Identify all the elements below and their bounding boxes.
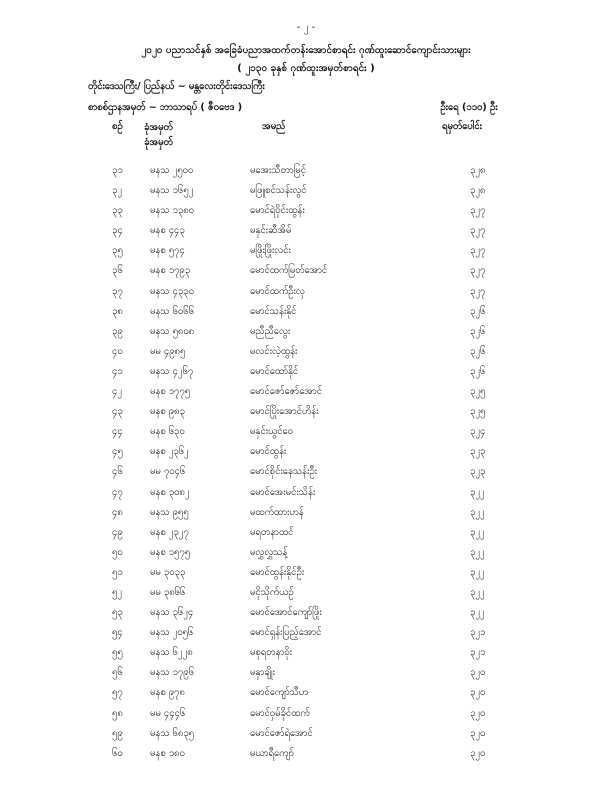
cell-no: ၅၁: [112, 566, 123, 578]
cell-marks: ၃၂၆: [470, 345, 486, 357]
cell-name: မနှင်းဆီအိမ်: [250, 225, 292, 237]
cell-no: ၄၈: [112, 506, 123, 518]
cell-roll: မနစ ၅၇၄: [150, 245, 185, 257]
cell-marks: ၃၂၈: [470, 165, 486, 176]
cell-roll: မနသ ၆၀၆၆: [150, 305, 194, 317]
table-row: [0, 283, 612, 303]
cell-no: ၃၆: [112, 265, 123, 277]
table-row: [0, 162, 612, 182]
cell-roll: မနသ ၉၅၅: [150, 506, 189, 518]
table-row: [0, 343, 612, 363]
cell-no: ၃၅: [112, 245, 123, 257]
table-row: [0, 644, 612, 664]
table-row: [0, 745, 612, 765]
cell-no: ၅၅: [112, 647, 123, 659]
table-row: [0, 383, 612, 403]
cell-no: ၃၄: [112, 225, 123, 237]
cell-marks: ၃၂၈: [470, 185, 486, 197]
cell-marks: ၃၂၀: [470, 727, 486, 739]
cell-marks: ၃၂၃: [470, 466, 486, 478]
cell-no: ၄၄: [112, 426, 123, 438]
cell-name: မောင်ဇော်ဇော်အောင်: [250, 386, 322, 398]
cell-marks: ၃၂၂: [470, 607, 485, 619]
cell-roll: မနသ ၂၅၀၀: [150, 165, 194, 176]
cell-marks: ၃၂၅: [470, 406, 486, 418]
cell-no: ၅၉: [112, 727, 123, 739]
cell-marks: ၃၂၂: [470, 486, 485, 498]
cell-no: ၅၆: [112, 667, 123, 679]
cell-roll: မနသ ၆၈၃၅: [150, 727, 195, 739]
cell-roll: မနသ ၁၆၅၂: [150, 185, 194, 197]
cell-name: မောင်စိုင်းနေသန်းဦး: [250, 466, 318, 478]
cell-name: မဖြူစင်သန်းလွင်: [250, 185, 307, 197]
cell-no: ၄၆: [112, 466, 123, 478]
cell-name: မောင်အောင်ကျော်ဖြိုး: [250, 607, 322, 619]
cell-name: မောင်ဇော်ရဲအောင်: [250, 727, 313, 739]
cell-marks: ၃၂၂: [470, 566, 485, 578]
cell-roll: မနစ ၁၇၉၃: [150, 265, 191, 277]
cell-marks: ၃၂၁: [470, 627, 486, 639]
cell-roll: မနသ ၄၂၆၇: [150, 365, 194, 377]
cell-name: မောင်ကျော်သီဟ: [250, 687, 309, 699]
results-table: [0, 162, 612, 765]
cell-marks: ၃၂၅: [470, 386, 486, 398]
cell-roll: မမ ၃၀၃၃: [150, 566, 186, 578]
cell-no: ၅၄: [112, 627, 123, 639]
cell-roll: မနသ ၁၇၉၆: [150, 667, 194, 679]
table-row: [0, 664, 612, 684]
cell-marks: ၃၂၄: [470, 426, 486, 438]
cell-marks: ၃၂၂: [470, 586, 485, 598]
cell-name: မဖြိုးဖြိုးလင်း: [250, 245, 291, 257]
cell-no: ၄၅: [112, 446, 123, 458]
cell-roll: မနစ ၁၅၇၅: [150, 546, 191, 558]
cell-name: မောင်ဝှမ်ခိုင်ထက်: [250, 707, 310, 719]
cell-name: မယာရီကျော်: [250, 747, 294, 759]
column-header-roll: [144, 120, 254, 150]
table-row: [0, 423, 612, 443]
cell-name: မောင်ရှန်းပြည့်အောင်: [250, 627, 322, 639]
cell-name: မညီညီလွေး: [250, 325, 291, 337]
cell-no: ၃၈: [112, 305, 123, 317]
subject-label: စာစစ်ဌာနအမှတ် ~ ဘာသာရပ် ( ဇီဝဗေဒ ): [88, 102, 243, 113]
cell-roll: မနစ ၄၄၃: [150, 225, 185, 237]
cell-no: ၃၁: [112, 165, 123, 176]
column-header-roll-line1: ခုံအမှတ်: [144, 122, 173, 133]
cell-no: ၄၃: [112, 406, 123, 418]
cell-roll: မနစ ၂၃၂၇: [150, 526, 189, 538]
cell-name: မောင်ထော်နိုင်: [250, 365, 299, 377]
cell-no: ၃၃: [112, 205, 123, 217]
cell-name: မောင်အေးမင်းသိန်း: [250, 486, 316, 498]
cell-name: မလွှလွှသန့်: [250, 546, 288, 558]
cell-marks: ၃၂၁: [470, 647, 486, 659]
cell-name: မောင်ထွန်းနိုင်ဦး: [250, 566, 305, 578]
cell-marks: ၃၂၀: [470, 707, 486, 719]
cell-roll: မနသ ၆၂၂၈: [150, 647, 193, 659]
cell-no: ၅၃: [112, 607, 123, 619]
cell-marks: ၃၂၇: [470, 265, 486, 277]
cell-name: မောင်ထွန်း: [250, 446, 287, 458]
cell-no: ၆၀: [112, 747, 123, 759]
table-row: [0, 624, 612, 644]
document-title: ၂၀၂၀ ပညာသင်နှစ် အခြေခံပညာအထက်တန်းအောင်စာရင်း ဂုဏ်ထူးဆောင်ကျောင်းသားများ: [141, 45, 471, 56]
table-row: [0, 323, 612, 343]
cell-marks: ၃၂၆: [470, 365, 486, 377]
column-header-name: အမည်: [262, 121, 286, 132]
cell-name: မထက်ထားဟန်: [250, 506, 304, 518]
cell-name: မောင်ပြိုးအောင်ဟိန်း: [250, 406, 319, 418]
cell-name: မရတနာထင်: [250, 526, 294, 538]
cell-name: မနှာချိုး: [250, 667, 275, 679]
table-row: [0, 684, 612, 704]
table-row: [0, 443, 612, 463]
cell-roll: မနစ ၉၈၃: [150, 406, 185, 418]
cell-no: ၄၂: [112, 386, 123, 398]
cell-marks: ၃၂၃: [470, 446, 486, 458]
cell-marks: ၃၂၆: [470, 305, 486, 317]
cell-roll: မနသ ၁၃၈၀: [150, 205, 195, 217]
total-count-label: ဦးရေ (၁၁၀) ဦး: [440, 102, 498, 113]
cell-roll: မနသ ၃၆၂၄: [150, 607, 194, 619]
cell-name: မစုရတနာဝိုး: [250, 647, 293, 659]
page-number: - ၂ -: [296, 22, 316, 33]
region-label: တိုင်းဒေသကြီး/ ပြည်နယ် ~ မန္တလေးတိုင်းဒေသကြီး: [88, 81, 265, 92]
cell-marks: ၃၂၂: [470, 546, 485, 558]
cell-roll: မမ ၇၀၄၆: [150, 466, 186, 478]
cell-name: မနှင်းယွင်ဝေ: [250, 426, 294, 438]
cell-marks: ၃၂၂: [470, 526, 485, 538]
cell-marks: ၃၂၇: [470, 285, 486, 297]
table-row: [0, 604, 612, 624]
cell-no: ၅၀: [112, 546, 123, 558]
cell-marks: ၃၂၀: [470, 667, 486, 679]
cell-name: မောင်ထက်မြတ်အောင်: [250, 265, 328, 277]
table-row: [0, 463, 612, 483]
cell-no: ၅၂: [112, 586, 123, 598]
table-row: [0, 524, 612, 544]
cell-name: မောင်သန်းနိုင်: [250, 305, 297, 317]
cell-name: မလင်းလဲ့ထွန်း: [250, 345, 298, 357]
cell-roll: မမ ၄၄၄၆: [150, 707, 186, 719]
table-row: [0, 544, 612, 564]
cell-roll: မနစ ၁၈၀: [150, 747, 185, 759]
cell-no: ၅၈: [112, 707, 123, 719]
cell-roll: မနစ ၃၀၈၂: [150, 486, 190, 498]
cell-marks: ၃၂၇: [470, 245, 486, 257]
cell-marks: ၃၂၂: [470, 506, 485, 518]
column-header-roll-line2: ခုံအမှတ်: [144, 137, 173, 148]
table-row: [0, 242, 612, 262]
cell-no: ၄၀: [112, 345, 123, 357]
cell-marks: ၃၂၀: [470, 747, 486, 759]
column-header-no: စဉ်: [112, 121, 123, 132]
cell-roll: မမ ၄၉၈၅: [150, 345, 186, 357]
cell-roll: မနစ ၂၃၆၂: [150, 446, 189, 458]
cell-no: ၄၉: [112, 526, 123, 538]
cell-name: မငိုသိုက်ယဉ်: [250, 586, 294, 598]
cell-no: ၃၇: [112, 285, 123, 297]
table-row: [0, 182, 612, 202]
cell-roll: မနစ ၉၇၈: [150, 687, 185, 699]
cell-marks: ၃၂၇: [470, 205, 486, 217]
table-row: [0, 725, 612, 745]
cell-roll: မနစ ၁၇၇၅: [150, 386, 191, 398]
table-row: [0, 262, 612, 282]
cell-marks: ၃၂၆: [470, 325, 486, 337]
cell-no: ၃၉: [112, 325, 123, 337]
cell-marks: ၃၂၇: [470, 225, 486, 237]
table-row: [0, 484, 612, 504]
table-row: [0, 222, 612, 242]
cell-roll: မနသ ၅၈၀၈: [150, 325, 195, 337]
cell-marks: ၃၂၀: [470, 687, 486, 699]
cell-roll: မနသ ၄၃၃၀: [150, 285, 194, 297]
cell-no: ၄၁: [112, 365, 123, 377]
column-header-marks: ရမှတ်ပေါင်း: [442, 121, 483, 132]
table-row: [0, 363, 612, 383]
cell-no: ၅၇: [112, 687, 123, 699]
table-row: [0, 403, 612, 423]
cell-name: မအေးသီတာမြင့်: [250, 165, 306, 176]
cell-roll: မနသ ၂၀၅၆: [150, 627, 194, 639]
cell-roll: မမ ၃၈၆၆: [150, 586, 186, 598]
document-subtitle: ( ၂၁၃၀ ခုနှစ် ဂုဏ်ထူးအမှတ်စာရင်း ): [237, 63, 375, 74]
table-row: [0, 705, 612, 725]
table-row: [0, 564, 612, 584]
table-row: [0, 303, 612, 323]
cell-name: မောင်ထက်ဦးလှ: [250, 285, 305, 297]
table-row: [0, 584, 612, 604]
cell-name: မောင်ရဲဝိုင်းထွန်း: [250, 205, 305, 217]
table-row: [0, 504, 612, 524]
cell-no: ၃၂: [112, 185, 123, 197]
table-row: [0, 202, 612, 222]
cell-roll: မနစ ၆၃၀: [150, 426, 185, 438]
cell-no: ၄၇: [112, 486, 123, 498]
